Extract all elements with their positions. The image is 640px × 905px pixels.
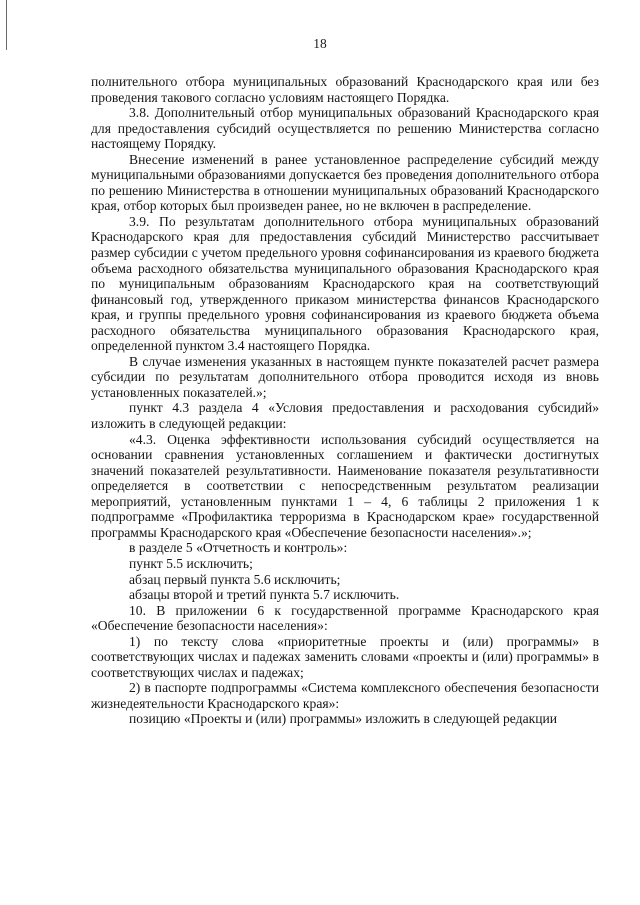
paragraph: пункт 5.5 исключить; (129, 555, 253, 571)
paragraph: полнительного отбора муниципальных образований Краснодарского края или без проведения такового согласно условиям настоящего Порядка. (91, 74, 599, 105)
paragraph: В случае изменения указанных в настоящем пункте показателей расчет размера субсидии по результатам дополнительного отбора проводится исходя из вновь установленных показателей.»; (91, 353, 599, 400)
document-body (91, 74, 599, 727)
paragraph: абзац первый пункта 5.6 исключить; (129, 571, 341, 587)
paragraph: Внесение изменений в ранее установленное распределение субсидий между муниципальными образованиями допускается без проведения дополнительного отбора по решению Министерства в отношении муниципальных образований Краснодарского края, отбор которых был произведен ранее, но не включен в распределение. (91, 151, 599, 214)
paragraph: в разделе 5 «Отчетность и контроль»: (129, 540, 348, 556)
paragraph: «4.3. Оценка эффективности использования субсидий осуществляется на основании сравнения установленных соглашением и фактически достигнутых значений показателей результативности. Наименование показателя результативности определяется в соответствии с непосредственным результатом реализации мероприятий, установленным пунктами 1 – 4, 6 таблицы 2 приложения 1 к подпрограмме «Профилактика терроризма в Краснодарском крае» государственной программы Краснодарского края «Обеспечение безопасности населения».»; (91, 431, 599, 540)
paragraph: 3.9. По результатам дополнительного отбора муниципальных образований Краснодарского края для предоставления субсидий Министерство рассчитывает размер субсидии с учетом предельного уровня софинансирования из краевого бюджета объема расходного обязательства муниципального образования Краснодарского края по муниципальным образованиям Краснодарского края на соответствующий финансовый год, утвержденного приказом министерства финансов Краснодарского края, и группы предельного уровня софинансирования из краевого бюджета объема расходного обязательства муниципального образования Краснодарского края, определенной пунктом 3.4 настоящего Порядка. (91, 213, 599, 354)
paragraph: пункт 4.3 раздела 4 «Условия предоставления и расходования субсидий» изложить в следующей редакции: (91, 400, 599, 432)
paragraph: позицию «Проекты и (или) программы» изложить в следующей редакции (129, 711, 558, 727)
page-number: 18 (313, 36, 327, 51)
paragraph: 1) по тексту слова «приоритетные проекты и (или) программы» в соответствующих числах и падежах заменить словами «проекты и (или) программы» в соответствующих числах и падежах; (91, 633, 599, 680)
paragraph: 2) в паспорте подпрограммы «Система комплексного обеспечения безопасности жизнедеятельности Краснодарского края»: (91, 680, 599, 711)
paragraph: абзацы второй и третий пункта 5.7 исключить. (129, 587, 400, 603)
paragraph: 10. В приложении 6 к государственной программе Краснодарского края «Обеспечение безопасности населения»: (91, 602, 599, 634)
paragraph: 3.8. Дополнительный отбор муниципальных образований Краснодарского края для предоставления субсидий осуществляется по решению Министерства согласно настоящему Порядку. (91, 105, 599, 152)
